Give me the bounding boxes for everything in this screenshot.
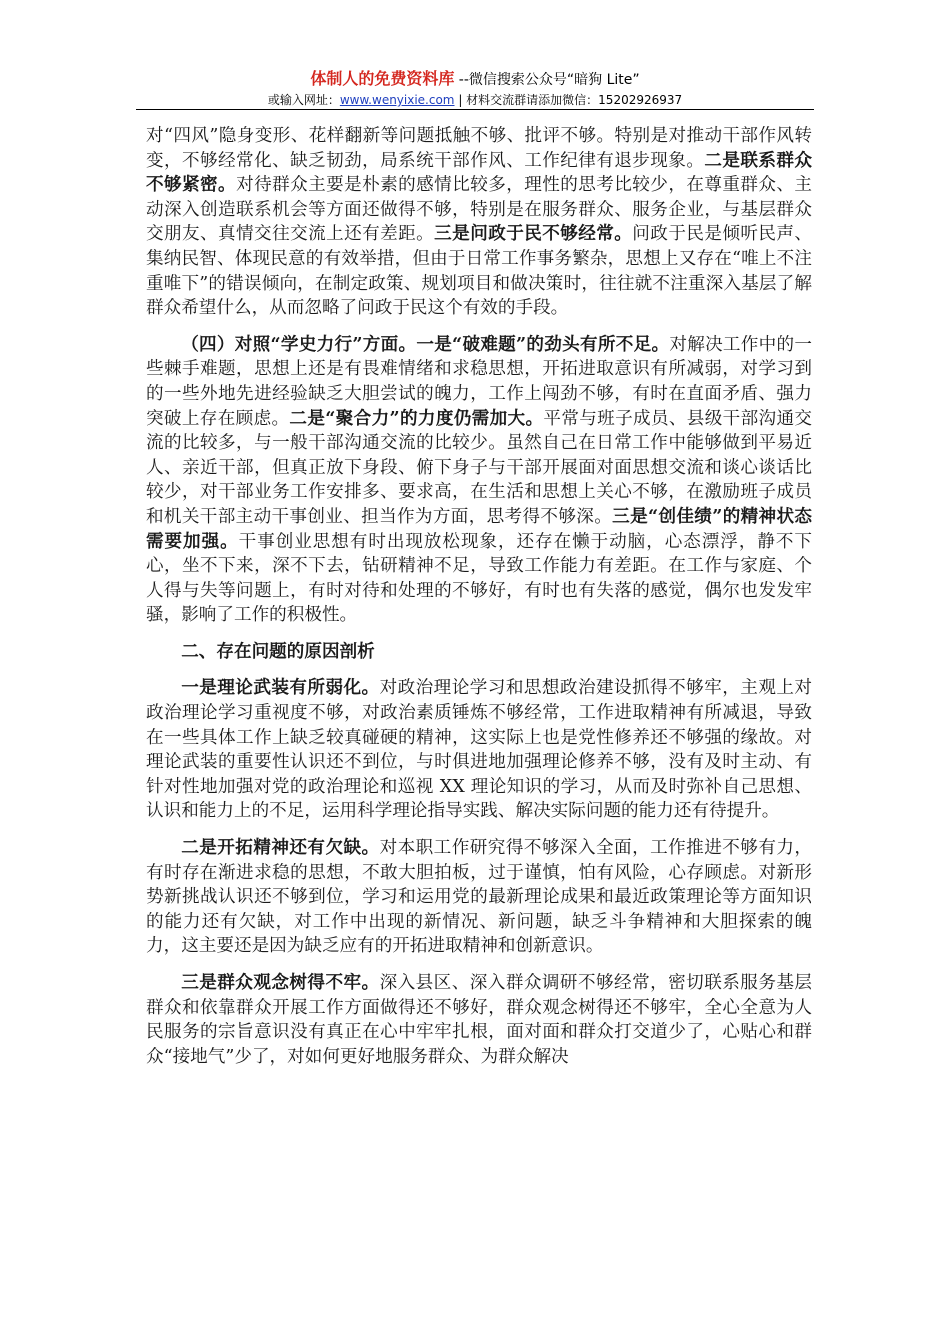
page-header — [0, 70, 950, 109]
website-link[interactable]: www.wenyixie.com — [339, 93, 455, 107]
text-run: 对本职工作研究得不够深入全面，工作推进不够有力，有时存在渐进求稳的思想，不敢大胆拍板，过于谨慎，怕有风险，心存顾虑。对新形势新挑战认识还不够到位，学习和运用党的最新理论成果和最近政策理论等方面知识的能力还有欠缺，对工作中出现的新情况、新问题，缺乏斗争精神和大胆探索的魄力，这主要还是因为缺乏应有的开拓进取精神和创新意识。 — [146, 838, 812, 957]
bold-run: 三是“创佳绩”的精神状态需要加强。 — [146, 505, 812, 552]
bold-run: （四）对照“学史力行”方面。一是“破难题”的劲头有所不足。 — [181, 333, 670, 355]
paragraph-cause-1 — [146, 676, 812, 824]
text-run: 对解决工作中的一些棘手难题，思想上还是有畏难情绪和求稳思想，开拓进取意识有所减弱，对学习到的一些外地先进经验缺乏大胆尝试的魄力，工作上闯劲不够，有时在直面矛盾、强力突破上存在顾虑。 — [146, 334, 812, 429]
bold-run: 二是开拓精神还有欠缺。 — [181, 837, 380, 859]
text-run: 干事创业思想有时出现放松现象，还存在懒于动脑，心态漂浮，静不下心，坐不下来，深不下去，钻研精神不足，导致工作能力有差距。在工作与家庭、个人得与失等问题上，有时对待和处理的不够好，有时也有失落的感觉，偶尔也发发牢骚，影响了工作的积极性。 — [146, 531, 812, 626]
text-run: 问政于民是倾听民声、集纳民智、体现民意的有效举措，但由于日常工作事务繁杂，思想上又存在“唯上不注重唯下”的错误倾向，在制定政策、规划项目和做决策时，往往就不注重深入基层了解群众希望什么，从而忽略了问政于民这个有效的手段。 — [146, 224, 812, 319]
text-run: 对“四风”隐身变形、花样翻新等问题抵触不够、批评不够。特别是对推动干部作风转变，不够经常化、缺乏韧劲，局系统干部作风、工作纪律有退步现象。 — [146, 126, 812, 171]
heading-text: 二、存在问题的原因剖析 — [181, 640, 375, 662]
paragraph-section-4 — [146, 333, 812, 628]
bold-run: 二是“聚合力”的力度仍需加大。 — [289, 407, 544, 429]
document-body — [146, 124, 812, 1081]
brand-note: --微信搜索公众号“暗狗 Lite” — [454, 72, 640, 88]
section-heading — [146, 640, 812, 665]
text-run: 深入县区、深入群众调研不够经常，密切联系服务基层群众和依靠群众开展工作方面做得还不够好，群众观念树得还不够牢，全心全意为人民服务的宗旨意识没有真正在心中牢牢扎根，面对面和群众打交道少了，心贴心和群众“接地气”少了，对如何更好地服务群众、为群众解决 — [146, 973, 812, 1067]
brand-title: 体制人的免费资料库 — [310, 69, 455, 88]
text-run: 对政治理论学习和思想政治建设抓得不够牢，主观上对政治理论学习重视度不够，对政治素质锤炼不够经常，工作进取精神有所减退，导致在一些具体工作上缺乏较真碰硬的精神，这实际上也是党性修养还不够强的缘故。对理论武装的重要性认识还不到位，与时俱进地加强理论修养不够，没有及时主动、有针对性地加强对党的政治理论和巡视 XX 理论知识的学习，从而及时弥补自己思想、认识和能力上的不足，运用科学理论指导实践、解决实际问题的能力还有待提升。 — [146, 678, 812, 822]
paragraph-continuation — [146, 124, 812, 321]
header-title-line — [0, 70, 950, 89]
bold-run: 二是联系群众不够紧密。 — [146, 149, 812, 196]
text-run: 对待群众主要是朴素的感情比较多，理性的思考比较少，在尊重群众、主动深入创造联系机会等方面还做得不够，特别是在服务群众、服务企业，与基层群众交朋友、真情交往交流上还有差距。 — [146, 175, 812, 245]
paragraph-cause-2 — [146, 836, 812, 959]
header-contact-line — [0, 91, 950, 109]
text-run: 平常与班子成员、县级干部沟通交流的比较多，与一般干部沟通交流的比较少。虽然自己在日常工作中能够做到平易近人、亲近干部，但真正放下身段、俯下身子与干部开展面对面思想交流和谈心谈话比较少，对干部业务工作安排多、要求高，在生活和思想上关心不够，在激励班子成员和机关干部主动干事创业、担当作为方面，思考得不够深。 — [146, 408, 812, 527]
bold-run: 三是问政于民不够经常。 — [434, 223, 633, 245]
bold-run: 三是群众观念树得不牢。 — [181, 972, 380, 993]
bold-run: 一是理论武装有所弱化。 — [181, 677, 380, 699]
paragraph-cause-3 — [146, 971, 812, 1069]
contact-info: | 材料交流群请添加微信：15202926937 — [454, 93, 683, 107]
header-divider — [136, 109, 814, 110]
url-prefix: 或输入网址： — [267, 93, 340, 107]
